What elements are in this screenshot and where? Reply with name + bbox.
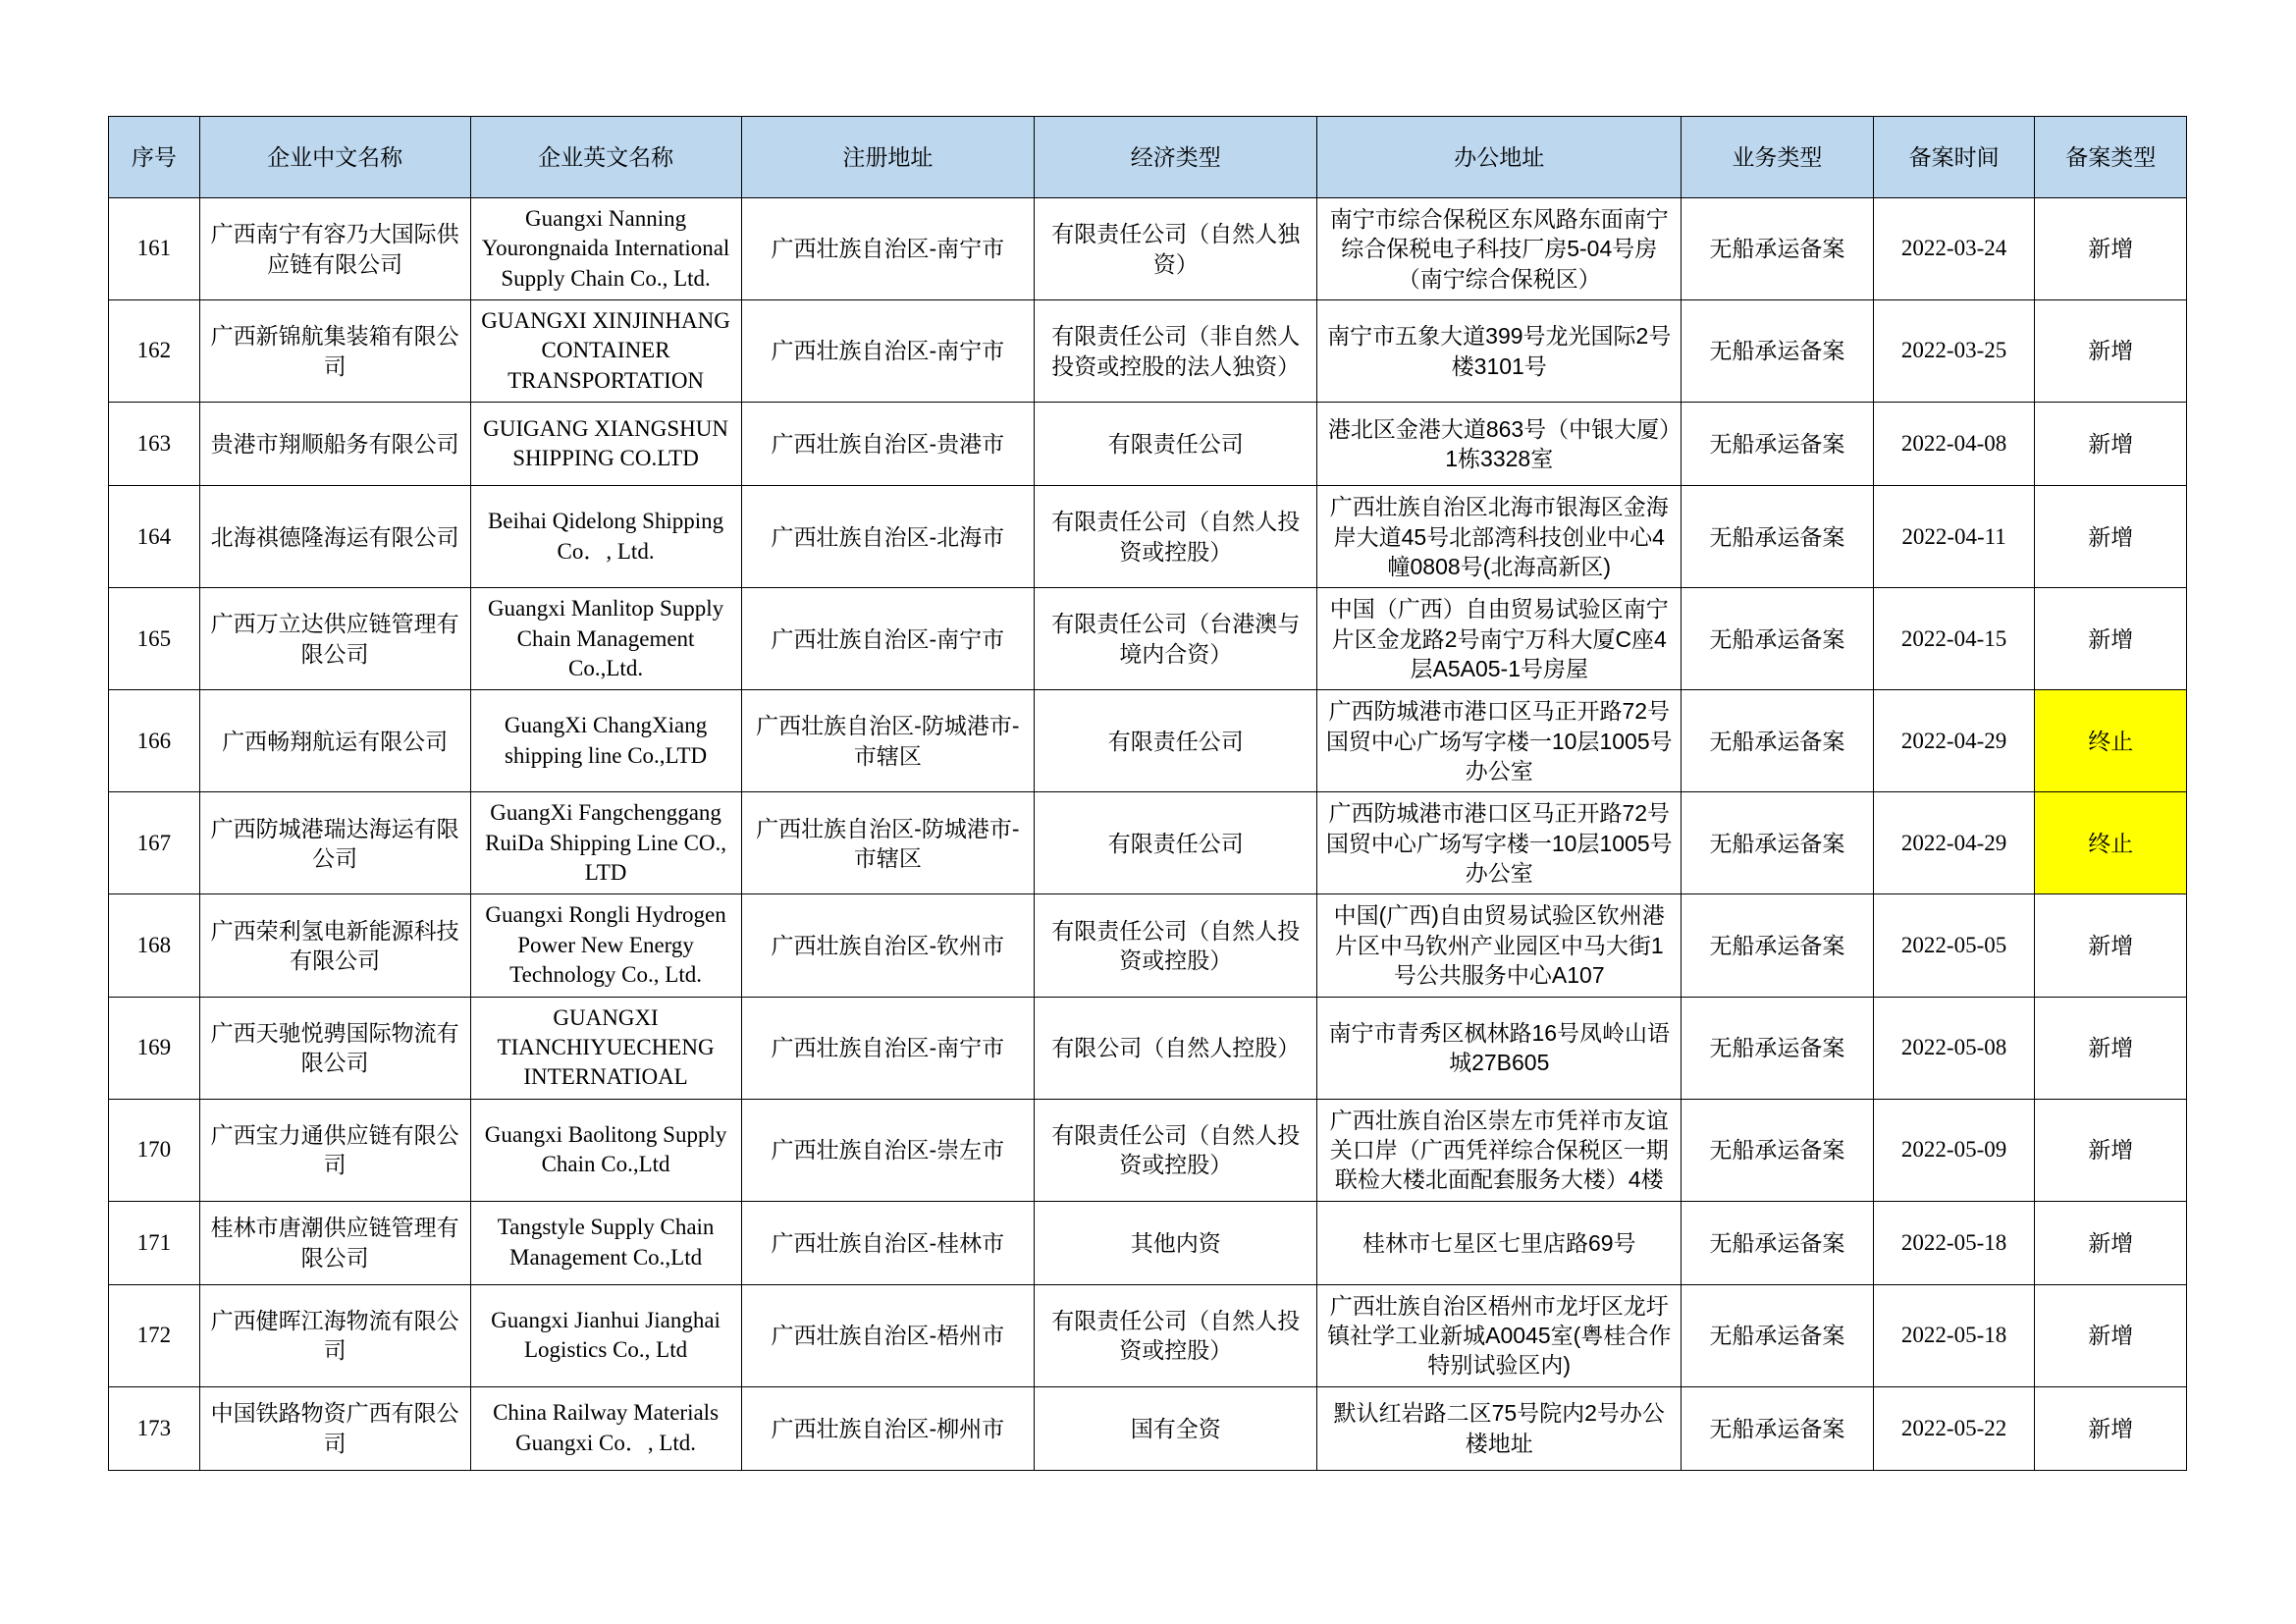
cell-record-type: 新增 <box>2035 1386 2187 1470</box>
cell-record-type: 新增 <box>2035 894 2187 997</box>
cell-record-date: 2022-05-18 <box>1873 1284 2035 1386</box>
cell-record-type: 新增 <box>2035 486 2187 588</box>
cell-business-type: 无船承运备案 <box>1682 1284 1874 1386</box>
cell-economic-type: 有限责任公司（自然人独资） <box>1035 198 1317 300</box>
cell-index: 164 <box>109 486 200 588</box>
cell-record-type: 新增 <box>2035 1201 2187 1284</box>
cell-office-address: 广西防城港市港口区马正开路72号国贸中心广场写字楼一10层1005号办公室 <box>1317 690 1682 792</box>
cell-record-date: 2022-03-24 <box>1873 198 2035 300</box>
table-body <box>109 198 2187 1471</box>
table-row <box>109 588 2187 690</box>
table-row <box>109 792 2187 894</box>
column-header-economic-type: 经济类型 <box>1035 117 1317 198</box>
column-header-index: 序号 <box>109 117 200 198</box>
column-header-business-type: 业务类型 <box>1682 117 1874 198</box>
cell-economic-type: 有限责任公司 <box>1035 792 1317 894</box>
cell-cn-name: 北海祺德隆海运有限公司 <box>199 486 470 588</box>
cell-office-address: 桂林市七星区七里店路69号 <box>1317 1201 1682 1284</box>
cell-index: 171 <box>109 1201 200 1284</box>
cell-record-type: 新增 <box>2035 198 2187 300</box>
cell-index: 173 <box>109 1386 200 1470</box>
table-row <box>109 894 2187 997</box>
cell-economic-type: 有限责任公司（自然人投资或控股） <box>1035 1099 1317 1201</box>
cell-economic-type: 有限责任公司 <box>1035 690 1317 792</box>
cell-business-type: 无船承运备案 <box>1682 1201 1874 1284</box>
cell-cn-name: 广西防城港瑞达海运有限公司 <box>199 792 470 894</box>
cell-office-address: 广西壮族自治区北海市银海区金海岸大道45号北部湾科技创业中心4幢0808号(北海高新区) <box>1317 486 1682 588</box>
cell-registered-address: 广西壮族自治区-贵港市 <box>741 403 1035 486</box>
cell-en-name: Guangxi Baolitong Supply Chain Co.,Ltd <box>470 1099 741 1201</box>
cell-index: 172 <box>109 1284 200 1386</box>
cell-record-date: 2022-05-09 <box>1873 1099 2035 1201</box>
table-header <box>109 117 2187 198</box>
cell-en-name: Beihai Qidelong Shipping Co．, Ltd. <box>470 486 741 588</box>
cell-record-type: 新增 <box>2035 997 2187 1099</box>
column-header-record-type: 备案类型 <box>2035 117 2187 198</box>
table-row <box>109 1201 2187 1284</box>
table-row <box>109 198 2187 300</box>
cell-cn-name: 中国铁路物资广西有限公司 <box>199 1386 470 1470</box>
cell-cn-name: 广西畅翔航运有限公司 <box>199 690 470 792</box>
cell-business-type: 无船承运备案 <box>1682 1099 1874 1201</box>
cell-record-date: 2022-03-25 <box>1873 300 2035 403</box>
cell-index: 163 <box>109 403 200 486</box>
cell-cn-name: 桂林市唐潮供应链管理有限公司 <box>199 1201 470 1284</box>
table-row <box>109 403 2187 486</box>
cell-en-name: Guangxi Manlitop Supply Chain Management Co.,Ltd. <box>470 588 741 690</box>
cell-office-address: 中国(广西)自由贸易试验区钦州港片区中马钦州产业园区中马大街1号公共服务中心A107 <box>1317 894 1682 997</box>
cell-economic-type: 有限责任公司（自然人投资或控股） <box>1035 486 1317 588</box>
cell-business-type: 无船承运备案 <box>1682 894 1874 997</box>
cell-record-date: 2022-05-22 <box>1873 1386 2035 1470</box>
cell-registered-address: 广西壮族自治区-梧州市 <box>741 1284 1035 1386</box>
cell-record-date: 2022-05-05 <box>1873 894 2035 997</box>
cell-registered-address: 广西壮族自治区-钦州市 <box>741 894 1035 997</box>
cell-economic-type: 有限责任公司（自然人投资或控股） <box>1035 1284 1317 1386</box>
cell-cn-name: 广西宝力通供应链有限公司 <box>199 1099 470 1201</box>
cell-economic-type: 有限责任公司（非自然人投资或控股的法人独资） <box>1035 300 1317 403</box>
cell-registered-address: 广西壮族自治区-崇左市 <box>741 1099 1035 1201</box>
cell-business-type: 无船承运备案 <box>1682 997 1874 1099</box>
cell-registered-address: 广西壮族自治区-柳州市 <box>741 1386 1035 1470</box>
cell-en-name: Guangxi Jianhui Jianghai Logistics Co., Ltd <box>470 1284 741 1386</box>
cell-cn-name: 贵港市翔顺船务有限公司 <box>199 403 470 486</box>
cell-index: 169 <box>109 997 200 1099</box>
cell-en-name: Guangxi Rongli Hydrogen Power New Energy Technology Co., Ltd. <box>470 894 741 997</box>
cell-record-type: 终止 <box>2035 690 2187 792</box>
cell-cn-name: 广西荣利氢电新能源科技有限公司 <box>199 894 470 997</box>
cell-record-type: 新增 <box>2035 1099 2187 1201</box>
cell-registered-address: 广西壮族自治区-南宁市 <box>741 300 1035 403</box>
table-row <box>109 690 2187 792</box>
cell-record-date: 2022-04-29 <box>1873 792 2035 894</box>
table-row <box>109 997 2187 1099</box>
cell-cn-name: 广西万立达供应链管理有限公司 <box>199 588 470 690</box>
cell-business-type: 无船承运备案 <box>1682 486 1874 588</box>
cell-office-address: 港北区金港大道863号（中银大厦）1栋3328室 <box>1317 403 1682 486</box>
cell-record-type: 新增 <box>2035 588 2187 690</box>
cell-en-name: GUANGXI TIANCHIYUECHENG INTERNATIOAL <box>470 997 741 1099</box>
cell-index: 168 <box>109 894 200 997</box>
cell-economic-type: 有限责任公司（台港澳与境内合资） <box>1035 588 1317 690</box>
cell-cn-name: 广西健晖江海物流有限公司 <box>199 1284 470 1386</box>
cell-business-type: 无船承运备案 <box>1682 792 1874 894</box>
cell-record-date: 2022-04-29 <box>1873 690 2035 792</box>
table-row <box>109 1284 2187 1386</box>
cell-en-name: Guangxi Nanning Yourongnaida International Supply Chain Co., Ltd. <box>470 198 741 300</box>
cell-business-type: 无船承运备案 <box>1682 300 1874 403</box>
cell-en-name: GuangXi Fangchenggang RuiDa Shipping Line CO., LTD <box>470 792 741 894</box>
cell-office-address: 南宁市综合保税区东风路东面南宁综合保税电子科技厂房5-04号房（南宁综合保税区） <box>1317 198 1682 300</box>
cell-economic-type: 其他内资 <box>1035 1201 1317 1284</box>
table-row <box>109 486 2187 588</box>
cell-index: 170 <box>109 1099 200 1201</box>
cell-record-date: 2022-04-08 <box>1873 403 2035 486</box>
cell-office-address: 南宁市五象大道399号龙光国际2号楼3101号 <box>1317 300 1682 403</box>
cell-record-date: 2022-04-11 <box>1873 486 2035 588</box>
cell-record-date: 2022-04-15 <box>1873 588 2035 690</box>
cell-registered-address: 广西壮族自治区-南宁市 <box>741 997 1035 1099</box>
cell-office-address: 中国（广西）自由贸易试验区南宁片区金龙路2号南宁万科大厦C座4层A5A05-1号房屋 <box>1317 588 1682 690</box>
cell-en-name: GUIGANG XIANGSHUN SHIPPING CO.LTD <box>470 403 741 486</box>
cell-record-date: 2022-05-08 <box>1873 997 2035 1099</box>
table-row <box>109 1099 2187 1201</box>
cell-registered-address: 广西壮族自治区-南宁市 <box>741 198 1035 300</box>
cell-registered-address: 广西壮族自治区-北海市 <box>741 486 1035 588</box>
cell-business-type: 无船承运备案 <box>1682 690 1874 792</box>
cell-registered-address: 广西壮族自治区-防城港市-市辖区 <box>741 792 1035 894</box>
cell-en-name: China Railway Materials Guangxi Co．, Ltd. <box>470 1386 741 1470</box>
table-row <box>109 300 2187 403</box>
cell-economic-type: 有限公司（自然人控股） <box>1035 997 1317 1099</box>
cell-economic-type: 国有全资 <box>1035 1386 1317 1470</box>
cell-en-name: GuangXi ChangXiang shipping line Co.,LTD <box>470 690 741 792</box>
cell-record-type: 新增 <box>2035 1284 2187 1386</box>
cell-cn-name: 广西南宁有容乃大国际供应链有限公司 <box>199 198 470 300</box>
cell-record-type: 终止 <box>2035 792 2187 894</box>
cell-registered-address: 广西壮族自治区-南宁市 <box>741 588 1035 690</box>
cell-economic-type: 有限责任公司（自然人投资或控股） <box>1035 894 1317 997</box>
cell-index: 167 <box>109 792 200 894</box>
cell-index: 166 <box>109 690 200 792</box>
cell-office-address: 广西防城港市港口区马正开路72号国贸中心广场写字楼一10层1005号办公室 <box>1317 792 1682 894</box>
cell-registered-address: 广西壮族自治区-桂林市 <box>741 1201 1035 1284</box>
cell-office-address: 广西壮族自治区梧州市龙圩区龙圩镇社学工业新城A0045室(粤桂合作特别试验区内) <box>1317 1284 1682 1386</box>
cell-business-type: 无船承运备案 <box>1682 588 1874 690</box>
cell-business-type: 无船承运备案 <box>1682 198 1874 300</box>
cell-record-date: 2022-05-18 <box>1873 1201 2035 1284</box>
cell-office-address: 广西壮族自治区崇左市凭祥市友谊关口岸（广西凭祥综合保税区一期联检大楼北面配套服务大楼）4楼 <box>1317 1099 1682 1201</box>
cell-index: 161 <box>109 198 200 300</box>
cell-cn-name: 广西天驰悦骋国际物流有限公司 <box>199 997 470 1099</box>
cell-record-type: 新增 <box>2035 300 2187 403</box>
cell-registered-address: 广西壮族自治区-防城港市-市辖区 <box>741 690 1035 792</box>
cell-business-type: 无船承运备案 <box>1682 403 1874 486</box>
cell-en-name: Tangstyle Supply Chain Management Co.,Ltd <box>470 1201 741 1284</box>
column-header-registered-address: 注册地址 <box>741 117 1035 198</box>
column-header-record-date: 备案时间 <box>1873 117 2035 198</box>
cell-business-type: 无船承运备案 <box>1682 1386 1874 1470</box>
cell-index: 162 <box>109 300 200 403</box>
cell-office-address: 南宁市青秀区枫林路16号凤岭山语城27B605 <box>1317 997 1682 1099</box>
cell-economic-type: 有限责任公司 <box>1035 403 1317 486</box>
cell-record-type: 新增 <box>2035 403 2187 486</box>
cell-office-address: 默认红岩路二区75号院内2号办公楼地址 <box>1317 1386 1682 1470</box>
cell-cn-name: 广西新锦航集装箱有限公司 <box>199 300 470 403</box>
column-header-cn-name: 企业中文名称 <box>199 117 470 198</box>
table-header-row <box>109 117 2187 198</box>
column-header-en-name: 企业英文名称 <box>470 117 741 198</box>
table-row <box>109 1386 2187 1470</box>
cell-en-name: GUANGXI XINJINHANG CONTAINER TRANSPORTATION <box>470 300 741 403</box>
column-header-office-address: 办公地址 <box>1317 117 1682 198</box>
cell-index: 165 <box>109 588 200 690</box>
enterprise-record-table <box>108 116 2187 1471</box>
